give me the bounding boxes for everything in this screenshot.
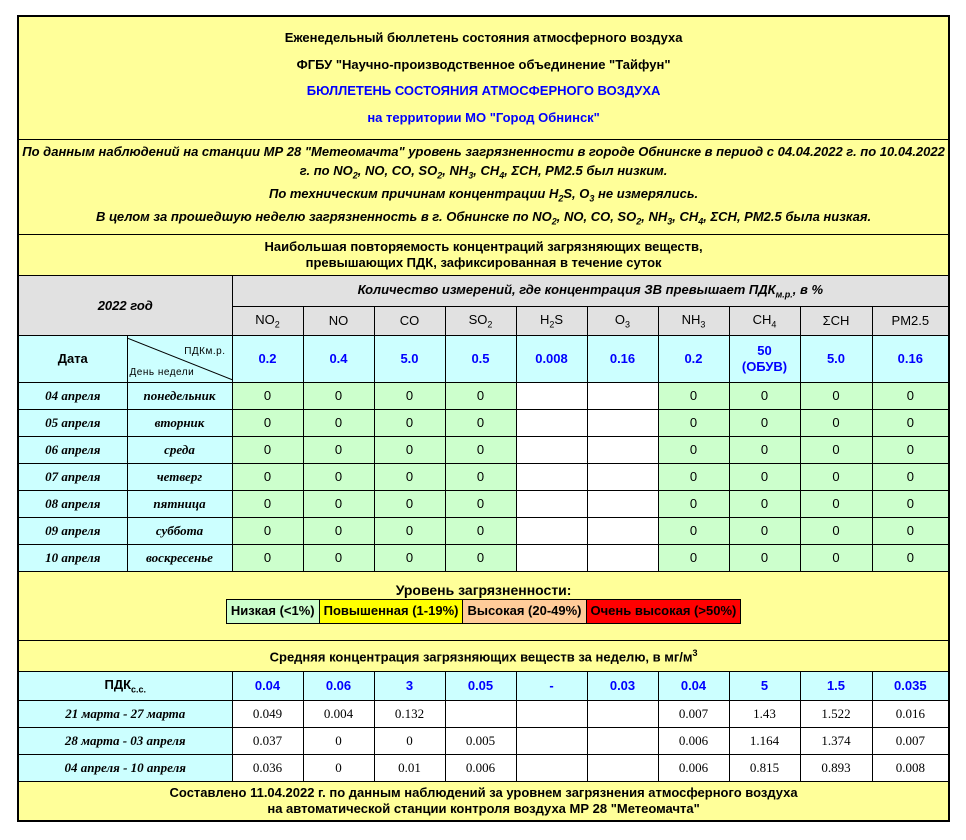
exceedance-value: 0 xyxy=(232,517,303,544)
day-row xyxy=(18,382,949,409)
weekly-average-value: 0 xyxy=(374,727,445,754)
bulletin-header xyxy=(18,16,949,140)
exceedance-value: 0 xyxy=(800,409,872,436)
day-weekday: четверг xyxy=(127,463,232,490)
weekly-average-value: 0.006 xyxy=(658,727,729,754)
exceedance-value xyxy=(587,517,658,544)
exceedance-value: 0 xyxy=(872,544,949,571)
pollutant-sub: 2 xyxy=(274,319,280,330)
exceedance-value xyxy=(516,490,587,517)
exceedance-value xyxy=(516,544,587,571)
weekly-average-value: 0.893 xyxy=(800,754,872,781)
summary-paragraph-3: В целом за прошедшую неделю загрязненность в г. Обнинске по $NO_2$, NO, CO, $SO_2$, $NH_3$, $CH_4$, ΣCH, PM2.5 была низкая. xyxy=(96,208,872,227)
exceedance-value: 0 xyxy=(872,463,949,490)
exceedance-value: 0 xyxy=(303,436,374,463)
weekly-average-value: 1.43 xyxy=(729,700,800,727)
exceedance-value: 0 xyxy=(303,409,374,436)
pollutant-base: CO xyxy=(399,313,420,329)
exceedance-value: 0 xyxy=(729,517,800,544)
exceedance-value: 0 xyxy=(800,517,872,544)
exceedance-value: 0 xyxy=(729,409,800,436)
exceedance-value xyxy=(587,544,658,571)
day-date: 08 апреля xyxy=(18,490,127,517)
day-weekday: вторник xyxy=(127,409,232,436)
summary-paragraph-2: По техническим причинам концентрации $H_2S$, $O_3$ не измерялись. xyxy=(269,185,699,204)
exceedance-value: 0 xyxy=(374,463,445,490)
pdk-ss-value: 0.04 xyxy=(658,671,729,700)
exceedance-value: 0 xyxy=(729,382,800,409)
exceedance-value xyxy=(587,409,658,436)
exceedance-value: 0 xyxy=(658,490,729,517)
exceedance-value: 0 xyxy=(232,490,303,517)
pollutant-sub: 4 xyxy=(771,319,777,330)
exceedance-value: 0 xyxy=(445,382,516,409)
day-date: 09 апреля xyxy=(18,517,127,544)
exceedance-value: 0 xyxy=(800,490,872,517)
weekly-average-value: 0.004 xyxy=(303,700,374,727)
day-weekday: воскресенье xyxy=(127,544,232,571)
exceedance-value: 0 xyxy=(729,490,800,517)
exceedance-value: 0 xyxy=(303,544,374,571)
header-line-org: ФГБУ "Научно-производственное объединение "Тайфун" xyxy=(296,56,671,72)
diagonal-header-cell xyxy=(127,335,232,382)
exceedance-value: 0 xyxy=(232,382,303,409)
exceedance-value: 0 xyxy=(729,463,800,490)
weekly-average-value: 0.01 xyxy=(374,754,445,781)
week-row xyxy=(18,700,949,727)
pdk-mr-value: 0.008 xyxy=(516,335,587,382)
weekly-average-value: 0.815 xyxy=(729,754,800,781)
pdk-mr-value: 5.0 xyxy=(800,335,872,382)
day-row xyxy=(18,409,949,436)
day-weekday: среда xyxy=(127,436,232,463)
exceedance-value: 0 xyxy=(872,517,949,544)
pdk-ss-value: 3 xyxy=(374,671,445,700)
pdk-mr-value: 5.0 xyxy=(374,335,445,382)
weekly-average-value: 0.132 xyxy=(374,700,445,727)
pollutant-base: SO xyxy=(468,311,488,327)
weekly-average-value: 0.037 xyxy=(232,727,303,754)
exceedance-value: 0 xyxy=(374,544,445,571)
weekly-average-value xyxy=(516,727,587,754)
day-date: 07 апреля xyxy=(18,463,127,490)
exceedance-value: 0 xyxy=(729,436,800,463)
pollutant-header xyxy=(800,306,872,335)
exceedance-value: 0 xyxy=(658,409,729,436)
exceedance-value: 0 xyxy=(232,463,303,490)
weekly-average-value: 0.016 xyxy=(872,700,949,727)
pollutant-header xyxy=(872,306,949,335)
exceedance-value xyxy=(587,490,658,517)
exceedance-value: 0 xyxy=(800,463,872,490)
exceedance-value: 0 xyxy=(872,490,949,517)
weekly-average-value: 0 xyxy=(303,727,374,754)
header-line-territory: на территории МО "Город Обнинск" xyxy=(367,109,600,125)
pollutant-base: CH xyxy=(752,311,772,327)
exceedance-value: 0 xyxy=(872,409,949,436)
exceedance-value xyxy=(587,436,658,463)
weekly-average-value: 1.374 xyxy=(800,727,872,754)
exceedance-value: 0 xyxy=(303,517,374,544)
pollutant-header xyxy=(729,306,800,335)
exceedance-value: 0 xyxy=(872,382,949,409)
exceedance-value: 0 xyxy=(658,436,729,463)
pdk-mr-value: 0.16 xyxy=(872,335,949,382)
exceedance-value: 0 xyxy=(374,382,445,409)
weekday-label: День недели xyxy=(129,366,195,378)
ch4-limit-note: (ОБУВ) xyxy=(741,358,788,374)
exceedance-value: 0 xyxy=(445,463,516,490)
pdk-mr-value: 0.5 xyxy=(445,335,516,382)
pollutant-base: O xyxy=(614,311,626,327)
exceedance-value: 0 xyxy=(872,436,949,463)
week-period: 28 марта - 03 апреля xyxy=(18,727,232,754)
weekly-average-value xyxy=(445,700,516,727)
day-date: 04 апреля xyxy=(18,382,127,409)
pollutant-header xyxy=(232,306,303,335)
exceedance-value: 0 xyxy=(445,436,516,463)
weekly-average-value: 0.007 xyxy=(658,700,729,727)
bulletin-footer: Составлено 11.04.2022 г. по данным наблюдений за уровнем загрязнения атмосферного воздуха на автоматической станции контроля воздуха МР 28 "Метеомачта" xyxy=(18,781,949,821)
day-date: 10 апреля xyxy=(18,544,127,571)
pollutant-tail: S xyxy=(554,311,564,327)
exceedance-value: 0 xyxy=(445,517,516,544)
weekly-average-value xyxy=(587,727,658,754)
pollutant-header xyxy=(374,306,445,335)
pollutant-base: NO xyxy=(255,311,275,327)
header-line-title: БЮЛЛЕТЕНЬ СОСТОЯНИЯ АТМОСФЕРНОГО ВОЗДУХА xyxy=(306,83,661,98)
exceedance-value: 0 xyxy=(658,382,729,409)
exceedance-value xyxy=(516,382,587,409)
pdk-ss-value: 1.5 xyxy=(800,671,872,700)
pdk-ss-value: 0.06 xyxy=(303,671,374,700)
pdk-ss-value: 0.04 xyxy=(232,671,303,700)
pollutant-header xyxy=(303,306,374,335)
exceedance-value: 0 xyxy=(232,436,303,463)
day-row xyxy=(18,436,949,463)
pdk-ss-value: 0.035 xyxy=(872,671,949,700)
weekly-average-value: 1.522 xyxy=(800,700,872,727)
weekly-average-value: 0.006 xyxy=(658,754,729,781)
ch4-limit-value: 50 xyxy=(757,342,772,358)
day-weekday: пятница xyxy=(127,490,232,517)
weekly-average-value: 0.008 xyxy=(872,754,949,781)
legend-item: Повышенная (1-19%) xyxy=(319,599,463,623)
summary-text xyxy=(18,140,949,235)
exceedance-value: 0 xyxy=(445,544,516,571)
pollutant-base: ΣCH xyxy=(822,313,850,329)
weekly-average-value: 1.164 xyxy=(729,727,800,754)
pollution-level-legend xyxy=(18,571,949,640)
pdk-mr-value: 0.2 xyxy=(232,335,303,382)
pollutant-header xyxy=(587,306,658,335)
exceedance-value: 0 xyxy=(374,490,445,517)
pollutant-base: H xyxy=(539,311,550,327)
legend-item: Очень высокая (>50%) xyxy=(586,599,741,623)
weekly-average-value: 0.006 xyxy=(445,754,516,781)
weekly-average-value: 0.049 xyxy=(232,700,303,727)
weekly-average-value xyxy=(516,754,587,781)
day-row xyxy=(18,490,949,517)
air-quality-bulletin-table xyxy=(17,15,950,822)
exceedance-value: 0 xyxy=(374,409,445,436)
pdk-ss-value: - xyxy=(516,671,587,700)
measurement-title: Количество измерений, где концентрация ЗВ превышает $ПДК_{м.р.}$, в % xyxy=(232,275,949,306)
pollutant-base: PM2.5 xyxy=(891,313,930,329)
exceedance-value xyxy=(587,382,658,409)
pdk-ss-value: 5 xyxy=(729,671,800,700)
legend-item: Высокая (20-49%) xyxy=(463,599,586,623)
pdk-mr-value: 0.16 xyxy=(587,335,658,382)
pollutant-header xyxy=(658,306,729,335)
weekly-average-value xyxy=(516,700,587,727)
day-row xyxy=(18,463,949,490)
pollutant-sub: 2 xyxy=(487,319,493,330)
pdk-mr-value xyxy=(729,335,800,382)
exceedance-value xyxy=(587,463,658,490)
weekly-average-value: 0.036 xyxy=(232,754,303,781)
pollutant-header xyxy=(445,306,516,335)
exceedance-value xyxy=(516,463,587,490)
exceedance-value: 0 xyxy=(658,463,729,490)
pollutant-sub: 3 xyxy=(625,319,631,330)
week-period: 21 марта - 27 марта xyxy=(18,700,232,727)
pollutant-header xyxy=(516,306,587,335)
exceedance-value: 0 xyxy=(800,382,872,409)
day-weekday: понедельник xyxy=(127,382,232,409)
exceedance-value: 0 xyxy=(303,382,374,409)
summary-paragraph-1: По данным наблюдений на станции МР 28 "Метеомачта" уровень загрязненности в городе Обнинске в период с 04.04.2022 г. по 10.04.2022 г. по $NO_2$, NO, CO, $SO_2$, $NH_3$, $CH_4$, ΣCH, PM2.5 был низким. xyxy=(22,144,945,181)
pdk-mr-label: ПДКм.р. xyxy=(184,345,226,357)
pollutant-base: NH xyxy=(681,311,701,327)
pollutant-sub: 2 xyxy=(549,319,555,330)
exceedance-value: 0 xyxy=(445,409,516,436)
exceedance-value: 0 xyxy=(800,436,872,463)
exceedance-value xyxy=(516,517,587,544)
day-row xyxy=(18,517,949,544)
exceedance-value: 0 xyxy=(374,436,445,463)
pdk-ss-value: 0.03 xyxy=(587,671,658,700)
exceedance-value: 0 xyxy=(658,517,729,544)
weekly-average-value: 0.005 xyxy=(445,727,516,754)
date-column-label: Дата xyxy=(18,335,127,382)
year-label: 2022 год xyxy=(18,275,232,335)
exceedance-value: 0 xyxy=(232,544,303,571)
day-date: 06 апреля xyxy=(18,436,127,463)
exceedance-value: 0 xyxy=(232,409,303,436)
legend-title: Уровень загрязненности: xyxy=(395,581,572,598)
exceedance-value xyxy=(516,436,587,463)
weekly-average-value xyxy=(587,700,658,727)
week-row xyxy=(18,754,949,781)
week-period: 04 апреля - 10 апреля xyxy=(18,754,232,781)
day-row xyxy=(18,544,949,571)
exceedance-value: 0 xyxy=(445,490,516,517)
exceedance-value xyxy=(516,409,587,436)
weekly-average-value: 0 xyxy=(303,754,374,781)
day-date: 05 апреля xyxy=(18,409,127,436)
weekly-average-value xyxy=(587,754,658,781)
repeatability-title: Наибольшая повторяемость концентраций загрязняющих веществ, превышающих ПДК, зафиксированная в течение суток xyxy=(18,234,949,275)
legend-item: Низкая (<1%) xyxy=(226,599,319,623)
header-line-weekly: Еженедельный бюллетень состояния атмосферного воздуха xyxy=(284,30,683,45)
pdk-ss-value: 0.05 xyxy=(445,671,516,700)
pollutant-sub: 3 xyxy=(700,319,706,330)
pollutant-base: NO xyxy=(328,313,349,329)
week-row xyxy=(18,727,949,754)
exceedance-value: 0 xyxy=(303,490,374,517)
weekly-average-title: Средняя концентрация загрязняющих веществ за неделю, в $мг/м^3$ xyxy=(18,640,949,671)
pdk-ss-label: $ПДК_{с.с.}$ xyxy=(18,671,232,700)
exceedance-value: 0 xyxy=(729,544,800,571)
exceedance-value: 0 xyxy=(800,544,872,571)
pdk-mr-value: 0.4 xyxy=(303,335,374,382)
weekly-average-value: 0.007 xyxy=(872,727,949,754)
day-weekday: суббота xyxy=(127,517,232,544)
exceedance-value: 0 xyxy=(658,544,729,571)
exceedance-value: 0 xyxy=(303,463,374,490)
legend-box xyxy=(226,599,742,624)
pdk-mr-value: 0.2 xyxy=(658,335,729,382)
exceedance-value: 0 xyxy=(374,517,445,544)
